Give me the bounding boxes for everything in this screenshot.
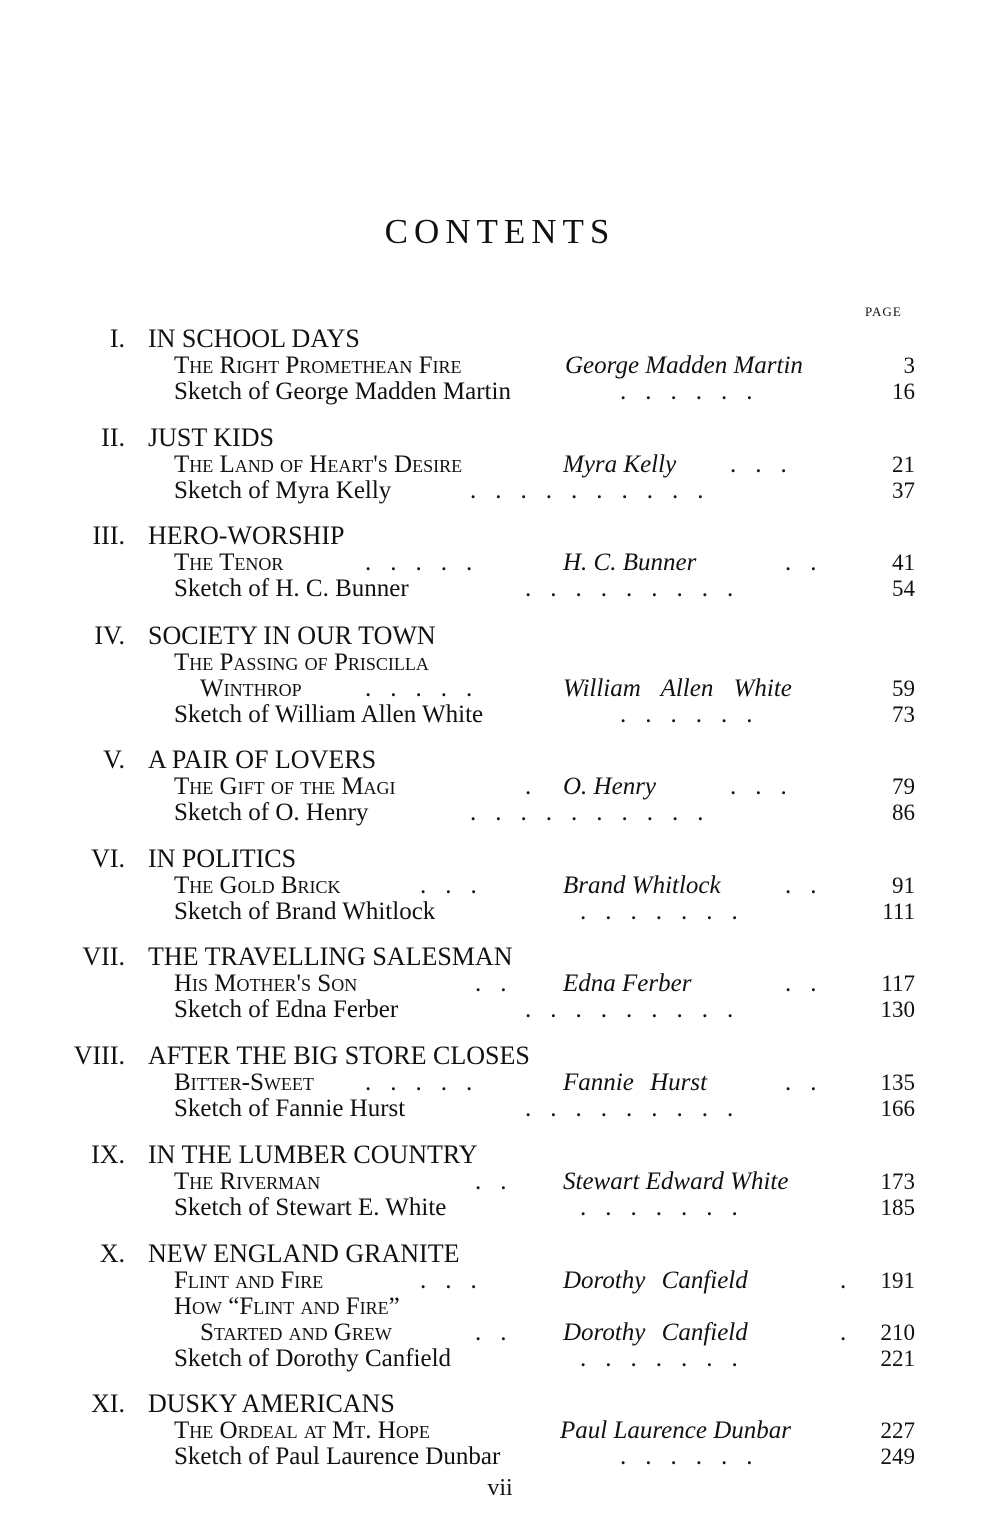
sketch-page-number: 111: [882, 899, 915, 924]
sketch-title: Sketch of O. Henry: [174, 799, 369, 826]
chapter-heading: THE TRAVELLING SALESMAN: [148, 942, 513, 971]
sketch-title: Sketch of William Allen White: [174, 701, 484, 728]
story-author: George Madden Martin: [565, 352, 803, 379]
chapter-numeral: I.: [109, 324, 125, 353]
chapter-heading: A PAIR OF LOVERS: [148, 745, 377, 774]
sketch-page-number: 16: [892, 379, 915, 404]
sketch-title: Sketch of George Madden Martin: [174, 378, 511, 405]
dot-leader: ..........: [470, 477, 723, 504]
story-author: Dorothy Canfield: [563, 1319, 748, 1346]
story-page-number: 79: [892, 774, 915, 799]
dot-leader: ..: [475, 1168, 526, 1195]
story-page-number: 59: [892, 676, 915, 701]
story-page-number: 41: [892, 550, 915, 575]
story-author: Fannie Hurst: [563, 1069, 708, 1096]
dot-leader: .: [840, 1267, 866, 1294]
chapter-heading: IN POLITICS: [148, 844, 297, 873]
story-title-continued: Winthrop: [200, 675, 302, 702]
story-title: The Passing of Priscilla: [174, 649, 429, 676]
story-title: The Riverman: [174, 1168, 321, 1195]
story-page-number: 21: [892, 452, 915, 477]
story-page-number: 210: [880, 1320, 915, 1345]
chapter-heading: DUSKY AMERICANS: [148, 1389, 395, 1418]
chapter-numeral: VII.: [82, 942, 125, 971]
chapter-numeral: II.: [101, 423, 125, 452]
dot-leader: ...: [730, 773, 806, 800]
chapter-numeral: X.: [99, 1239, 125, 1268]
page-column-label: PAGE: [865, 304, 902, 319]
sketch-page-number: 185: [880, 1195, 915, 1220]
dot-leader: ..: [475, 970, 526, 997]
story-page-number: 227: [880, 1418, 915, 1443]
dot-leader: ......: [620, 378, 772, 405]
dot-leader: ......: [620, 1443, 772, 1470]
chapter-heading: HERO-WORSHIP: [148, 521, 345, 550]
story-title: The Ordeal at Mt. Hope: [174, 1417, 430, 1444]
page-title: CONTENTS: [384, 212, 616, 251]
dot-leader: ..: [785, 970, 836, 997]
page-folio: vii: [487, 1475, 513, 1501]
sketch-page-number: 86: [892, 800, 915, 825]
story-author: William Allen White: [563, 675, 792, 702]
story-author: Myra Kelly: [563, 451, 677, 478]
story-author: H. C. Bunner: [563, 549, 697, 576]
chapter-numeral: III.: [92, 521, 125, 550]
sketch-title: Sketch of Myra Kelly: [174, 477, 392, 504]
chapter-heading: SOCIETY IN OUR TOWN: [148, 621, 436, 650]
dot-leader: ...: [730, 451, 806, 478]
chapter-numeral: VI.: [91, 844, 125, 873]
story-title-continued: Started and Grew: [200, 1319, 392, 1346]
dot-leader: .......: [580, 1345, 757, 1372]
story-title: Bitter-Sweet: [174, 1069, 314, 1096]
sketch-page-number: 73: [892, 702, 915, 727]
chapter-heading: NEW ENGLAND GRANITE: [148, 1239, 460, 1268]
dot-leader: .........: [525, 996, 753, 1023]
dot-leader: .....: [365, 675, 492, 702]
sketch-page-number: 166: [880, 1096, 915, 1121]
dot-leader: .: [525, 773, 551, 800]
story-title: The Gift of the Magi: [174, 773, 396, 800]
sketch-title: Sketch of Fannie Hurst: [174, 1095, 406, 1122]
chapter-numeral: XI.: [91, 1389, 125, 1418]
story-author: Brand Whitlock: [563, 872, 721, 899]
story-page-number: 91: [892, 873, 915, 898]
sketch-page-number: 130: [880, 997, 915, 1022]
chapter-numeral: VIII.: [73, 1041, 125, 1070]
story-title: The Gold Brick: [174, 872, 341, 899]
dot-leader: ......: [620, 701, 772, 728]
sketch-title: Sketch of Stewart E. White: [174, 1194, 447, 1221]
dot-leader: ..........: [470, 799, 723, 826]
story-author: Dorothy Canfield: [563, 1267, 748, 1294]
sketch-title: Sketch of Paul Laurence Dunbar: [174, 1443, 501, 1470]
story-author: O. Henry: [563, 773, 657, 800]
dot-leader: .....: [365, 1069, 492, 1096]
story-page-number: 3: [903, 353, 915, 378]
story-author: Edna Ferber: [563, 970, 692, 997]
dot-leader: .....: [365, 549, 492, 576]
story-page-number: 135: [880, 1070, 915, 1095]
chapter-heading: IN SCHOOL DAYS: [148, 324, 360, 353]
story-page-number: 191: [880, 1268, 915, 1293]
story-page-number: 173: [880, 1169, 915, 1194]
chapter-heading: AFTER THE BIG STORE CLOSES: [148, 1041, 530, 1070]
story-title: How “Flint and Fire”: [174, 1293, 400, 1320]
story-title: The Right Promethean Fire: [174, 352, 462, 379]
dot-leader: ...: [420, 1267, 496, 1294]
chapter-heading: JUST KIDS: [148, 423, 274, 452]
chapter-numeral: IV.: [94, 621, 125, 650]
story-author: Paul Laurence Dunbar: [560, 1417, 791, 1444]
dot-leader: ...: [420, 872, 496, 899]
sketch-title: Sketch of Dorothy Canfield: [174, 1345, 452, 1372]
dot-leader: ..: [785, 872, 836, 899]
sketch-title: Sketch of Edna Ferber: [174, 996, 399, 1023]
dot-leader: ..: [785, 1069, 836, 1096]
dot-leader: .: [840, 1319, 866, 1346]
story-title: The Land of Heart's Desire: [174, 451, 463, 478]
dot-leader: .........: [525, 1095, 753, 1122]
sketch-page-number: 249: [880, 1444, 915, 1469]
chapter-numeral: IX.: [91, 1140, 125, 1169]
dot-leader: ..: [475, 1319, 526, 1346]
dot-leader: .........: [525, 575, 753, 602]
sketch-page-number: 37: [892, 478, 915, 503]
sketch-title: Sketch of H. C. Bunner: [174, 575, 409, 602]
sketch-title: Sketch of Brand Whitlock: [174, 898, 436, 925]
sketch-page-number: 54: [892, 576, 915, 601]
story-title: Flint and Fire: [174, 1267, 324, 1294]
story-title: His Mother's Son: [174, 970, 358, 997]
story-author: Stewart Edward White: [563, 1168, 789, 1195]
sketch-page-number: 221: [880, 1346, 915, 1371]
chapter-heading: IN THE LUMBER COUNTRY: [148, 1140, 478, 1169]
dot-leader: .......: [580, 1194, 757, 1221]
story-page-number: 117: [881, 971, 915, 996]
story-title: The Tenor: [174, 549, 284, 576]
chapter-numeral: V.: [103, 745, 125, 774]
dot-leader: .......: [580, 898, 757, 925]
dot-leader: ..: [785, 549, 836, 576]
